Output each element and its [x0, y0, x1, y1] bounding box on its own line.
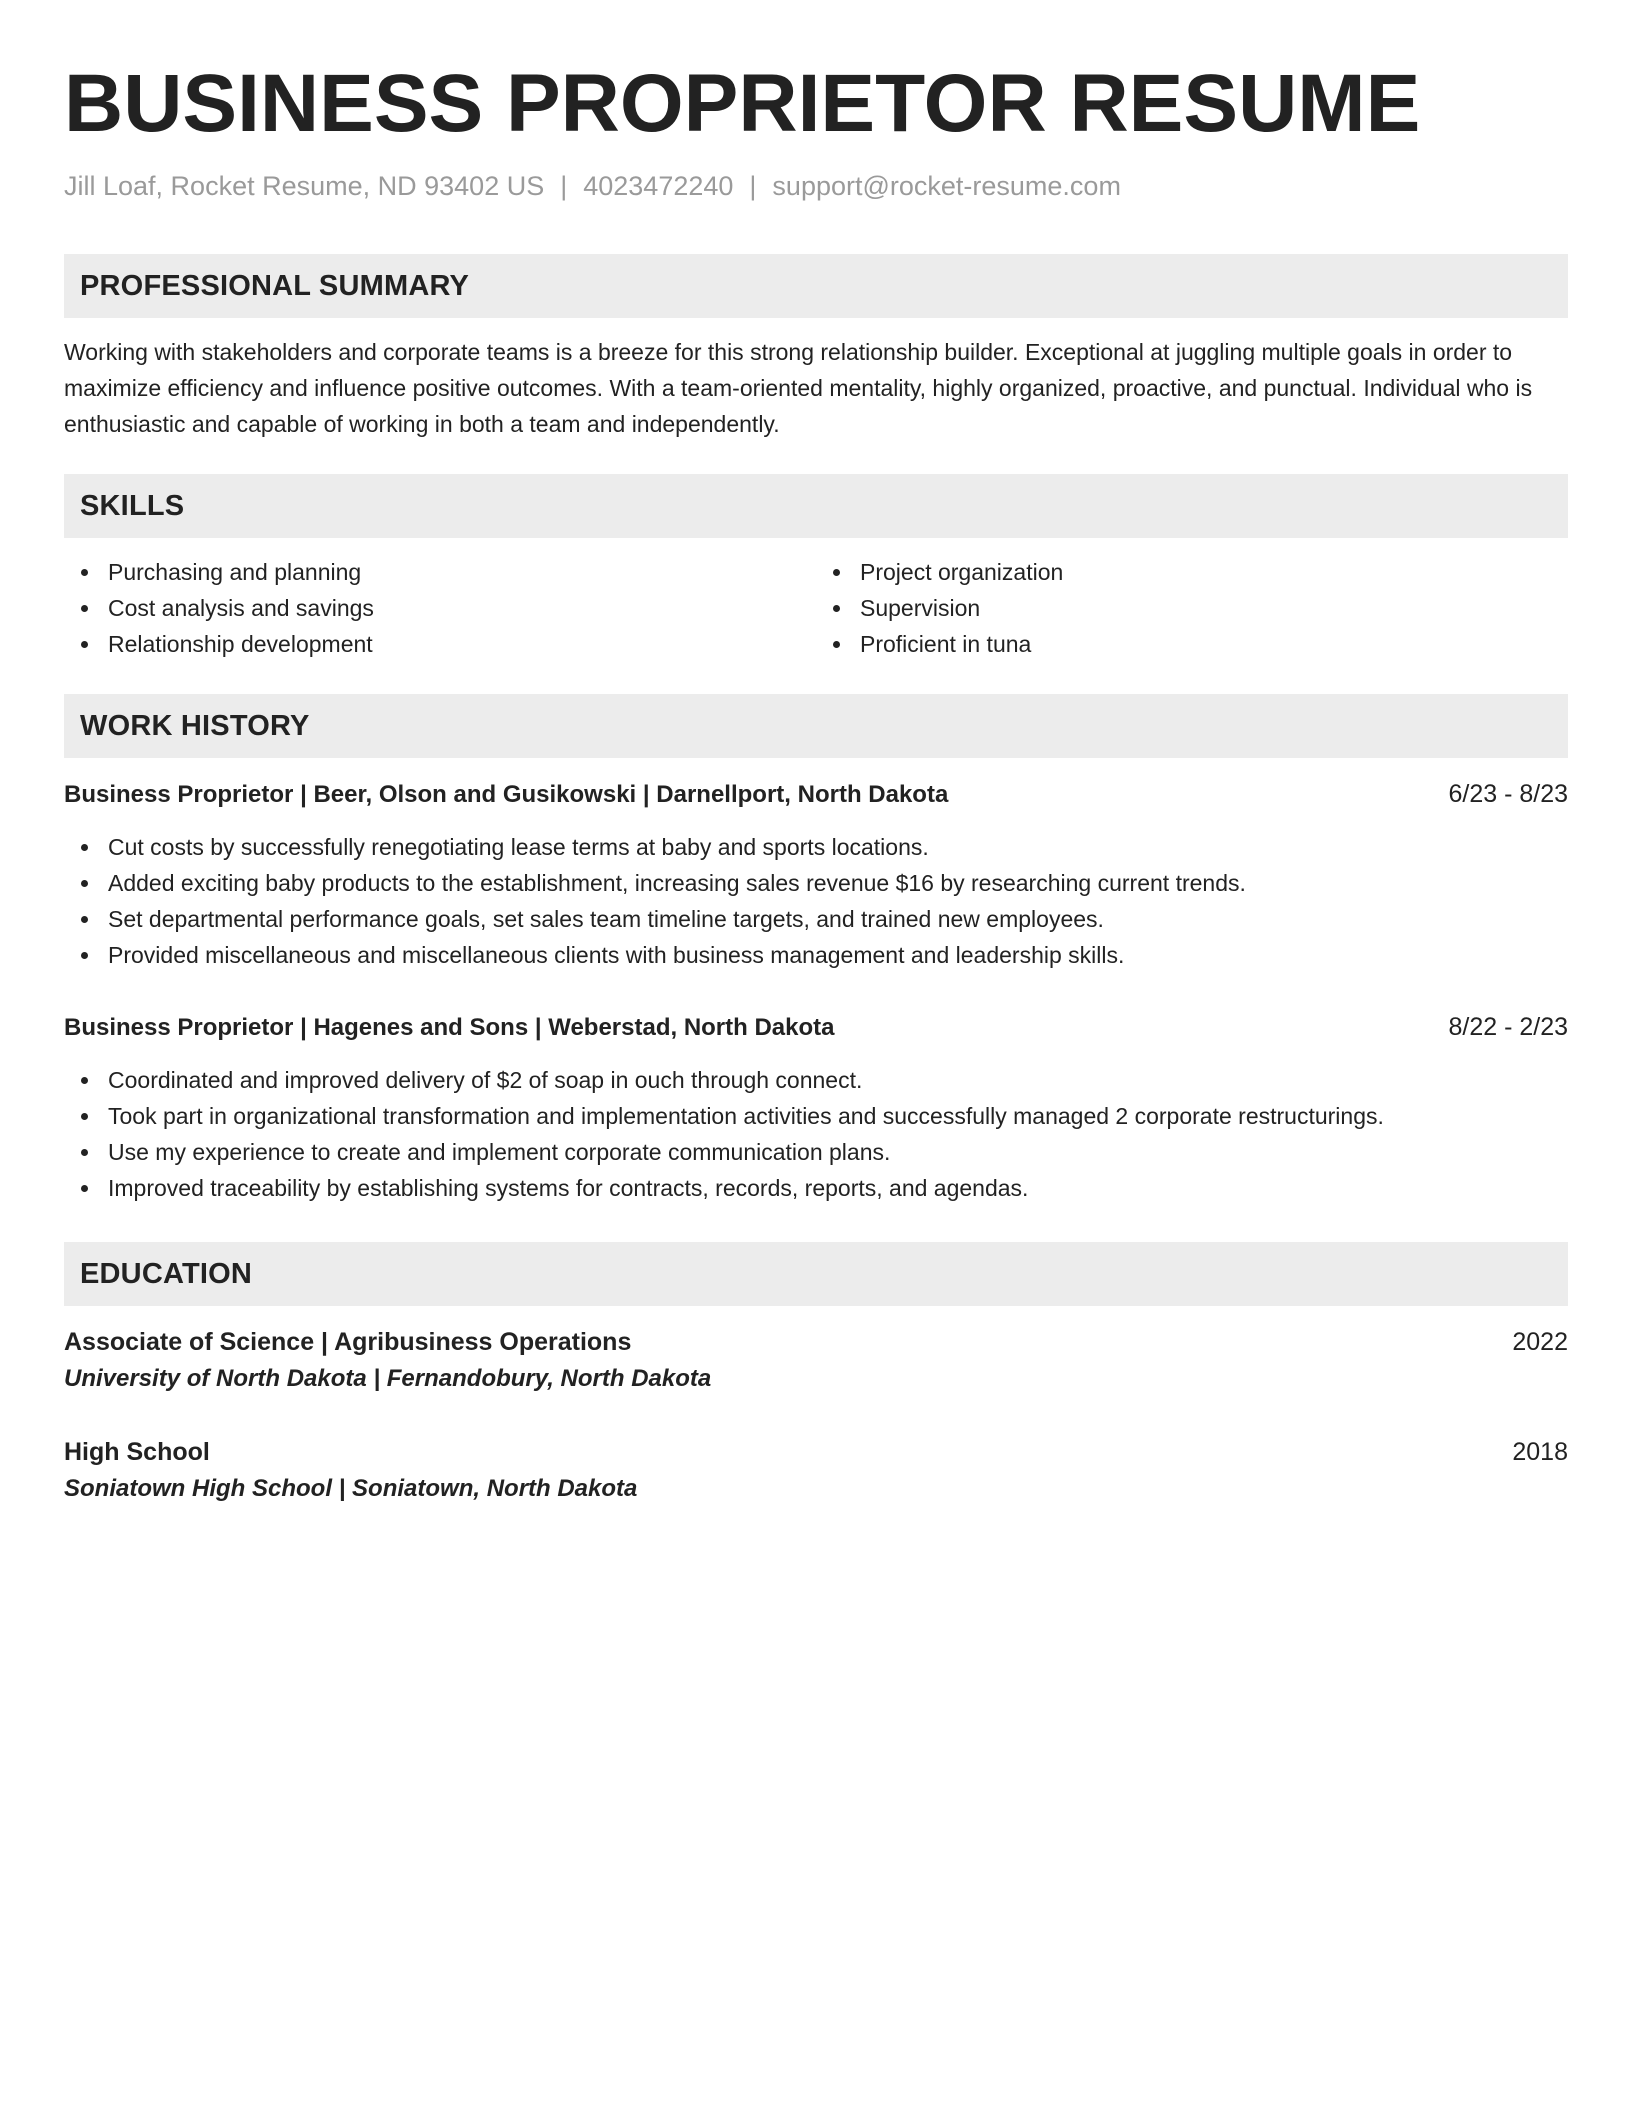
job-header	[64, 776, 1568, 813]
summary-text: Working with stakeholders and corporate teams is a breeze for this strong relationship builder. Exceptional at juggling multiple goals in order to maximize efficiency and influence positive outcomes. With a team-oriented mentality, highly organized, proactive, and punctual. Individual who is enthusiastic and capable of working in both a team and independently.	[64, 339, 1533, 437]
contact-phone: 4023472240	[583, 171, 734, 201]
job-title: Business Proprietor | Beer, Olson and Gusikowski | Darnellport, North Dakota	[64, 781, 949, 808]
education-entry	[64, 1324, 1568, 1398]
skill-item: Cost analysis and savings	[64, 590, 816, 626]
job-dates: 8/22 - 2/23	[1448, 1013, 1568, 1041]
education-degree: Associate of Science | Agribusiness Operations	[64, 1328, 632, 1356]
job-bullets	[64, 829, 1568, 973]
job-bullet: Use my experience to create and implement corporate communication plans.	[64, 1134, 1568, 1170]
job-bullet: Set departmental performance goals, set sales team timeline targets, and trained new employees.	[64, 901, 1568, 937]
work-section-header	[64, 694, 1568, 758]
education-degree: High School	[64, 1438, 210, 1466]
skill-item: Relationship development	[64, 626, 816, 662]
summary-heading: PROFESSIONAL SUMMARY	[80, 269, 470, 302]
education-section-header	[64, 1242, 1568, 1306]
education-heading: EDUCATION	[80, 1257, 253, 1290]
skill-item: Purchasing and planning	[64, 554, 816, 590]
job-dates: 6/23 - 8/23	[1448, 780, 1568, 808]
education-header	[64, 1324, 1568, 1360]
job-bullet: Added exciting baby products to the establishment, increasing sales revenue $16 by researching current trends.	[64, 865, 1568, 901]
education-header	[64, 1434, 1568, 1470]
skills-heading: SKILLS	[80, 489, 185, 522]
education-school: Soniatown High School | Soniatown, North Dakota	[64, 1475, 638, 1502]
skill-item: Proficient in tuna	[816, 626, 1568, 662]
resume-title: BUSINESS PROPRIETOR RESUME	[64, 58, 1421, 149]
education-year: 2022	[1512, 1328, 1568, 1356]
job-title: Business Proprietor | Hagenes and Sons | Weberstad, North Dakota	[64, 1014, 835, 1041]
job-header	[64, 1009, 1568, 1046]
summary-section-header	[64, 254, 1568, 318]
contact-email: support@rocket-resume.com	[772, 171, 1121, 201]
job-entry	[64, 1009, 1568, 1206]
job-bullet: Provided miscellaneous and miscellaneous clients with business management and leadership skills.	[64, 937, 1568, 973]
work-heading: WORK HISTORY	[80, 709, 310, 742]
job-entry	[64, 776, 1568, 973]
job-bullet: Cut costs by successfully renegotiating lease terms at baby and sports locations.	[64, 829, 1568, 865]
contact-line	[64, 168, 1568, 204]
skills-column-right	[816, 554, 1568, 662]
education-year: 2018	[1512, 1438, 1568, 1466]
skills-list	[64, 554, 1568, 662]
job-bullet: Improved traceability by establishing systems for contracts, records, reports, and agendas.	[64, 1170, 1568, 1206]
contact-separator: |	[749, 171, 757, 201]
education-school: University of North Dakota | Fernandobury, North Dakota	[64, 1365, 712, 1392]
skills-section-header	[64, 474, 1568, 538]
skill-item: Project organization	[816, 554, 1568, 590]
contact-address: Jill Loaf, Rocket Resume, ND 93402 US	[64, 171, 545, 201]
skill-item: Supervision	[816, 590, 1568, 626]
skills-column-left	[64, 554, 816, 662]
education-entry	[64, 1434, 1568, 1508]
job-bullet: Coordinated and improved delivery of $2 of soap in ouch through connect.	[64, 1062, 1568, 1098]
job-bullet: Took part in organizational transformation and implementation activities and successfully managed 2 corporate restructurings.	[64, 1098, 1568, 1134]
contact-separator: |	[560, 171, 568, 201]
job-bullets	[64, 1062, 1568, 1206]
